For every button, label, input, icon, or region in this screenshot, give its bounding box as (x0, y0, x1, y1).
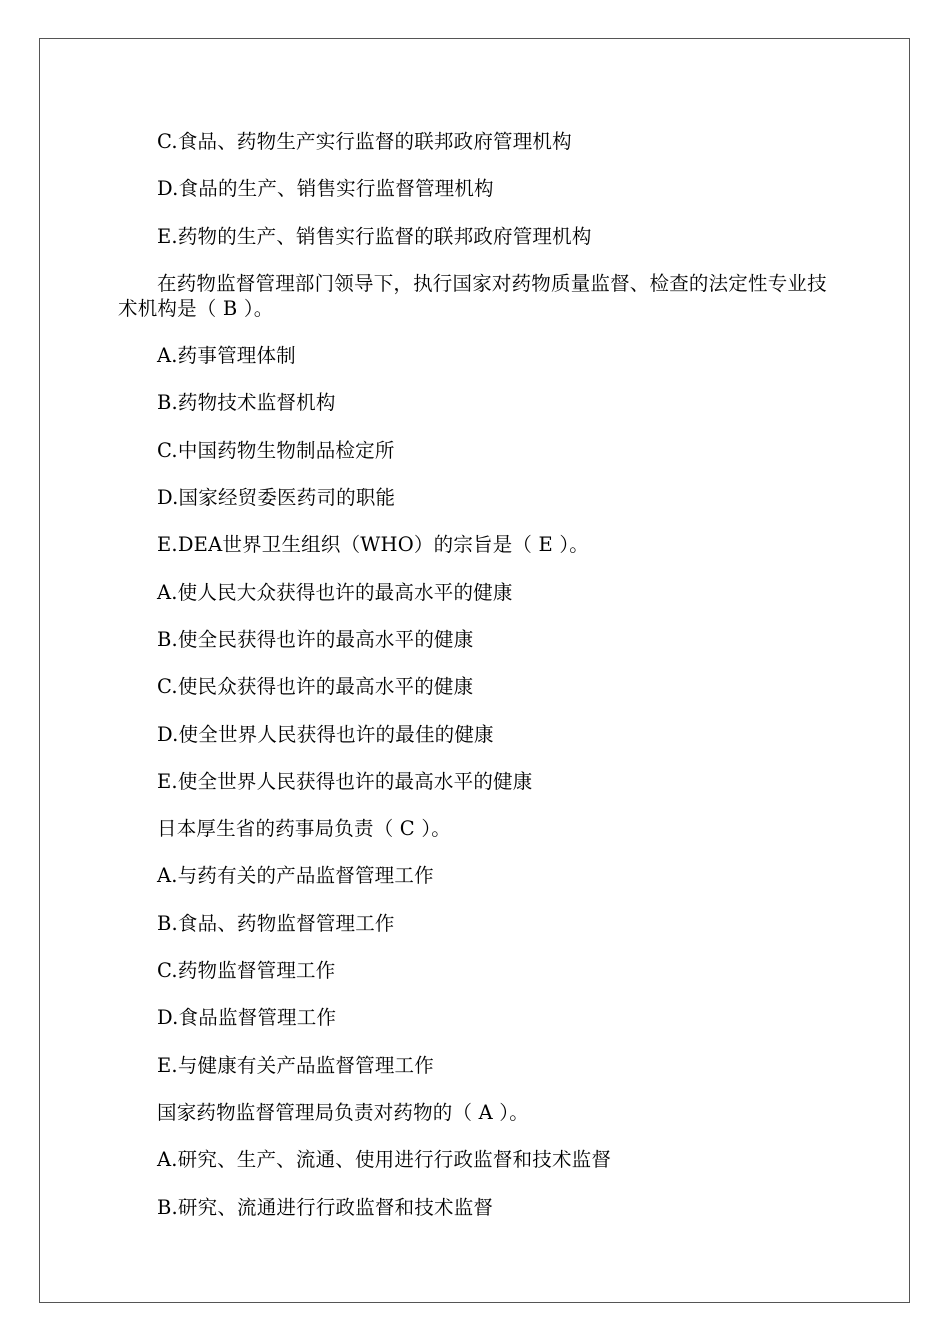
option-line: B.研究、流通进行行政监督和技术监督 (157, 1195, 494, 1219)
option-line: A.药事管理体制 (157, 344, 296, 368)
question-line: 在药物监督管理部门领导下，执行国家对药物质量监督、检查的法定性专业技术机构是（ B ）。 (118, 271, 827, 320)
option-line: C.使民众获得也许的最高水平的健康 (157, 675, 474, 699)
option-line: A.使人民大众获得也许的最高水平的健康 (157, 580, 513, 604)
option-line: B.药物技术监督机构 (157, 391, 336, 415)
option-line: C.中国药物生物制品检定所 (157, 438, 395, 462)
option-line: B.食品、药物监督管理工作 (157, 911, 395, 935)
option-line: D.食品监督管理工作 (157, 1006, 337, 1030)
option-line: C.食品、药物生产实行监督的联邦政府管理机构 (157, 130, 572, 153)
option-line: A.与药有关的产品监督管理工作 (157, 864, 434, 888)
option-line: A.研究、生产、流通、使用进行行政监督和技术监督 (157, 1148, 612, 1172)
question-line: 国家药物监督管理局负责对药物的（ A ）。 (157, 1100, 529, 1124)
option-line: B.使全民获得也许的最高水平的健康 (157, 627, 474, 651)
question-line: E.DEA世界卫生组织（WHO）的宗旨是（ E ）。 (157, 533, 590, 557)
option-line: E.与健康有关产品监督管理工作 (157, 1053, 434, 1077)
option-line: D.国家经贸委医药司的职能 (157, 486, 396, 510)
document-body (118, 129, 830, 1242)
question-line: 日本厚生省的药事局负责（ C ）。 (157, 817, 451, 841)
option-line: E.药物的生产、销售实行监督的联邦政府管理机构 (157, 224, 592, 248)
option-line: D.食品的生产、销售实行监督管理机构 (157, 177, 494, 201)
option-line: E.使全世界人民获得也许的最高水平的健康 (157, 769, 533, 793)
option-line: C.药物监督管理工作 (157, 959, 336, 983)
option-line: D.使全世界人民获得也许的最佳的健康 (157, 722, 494, 746)
